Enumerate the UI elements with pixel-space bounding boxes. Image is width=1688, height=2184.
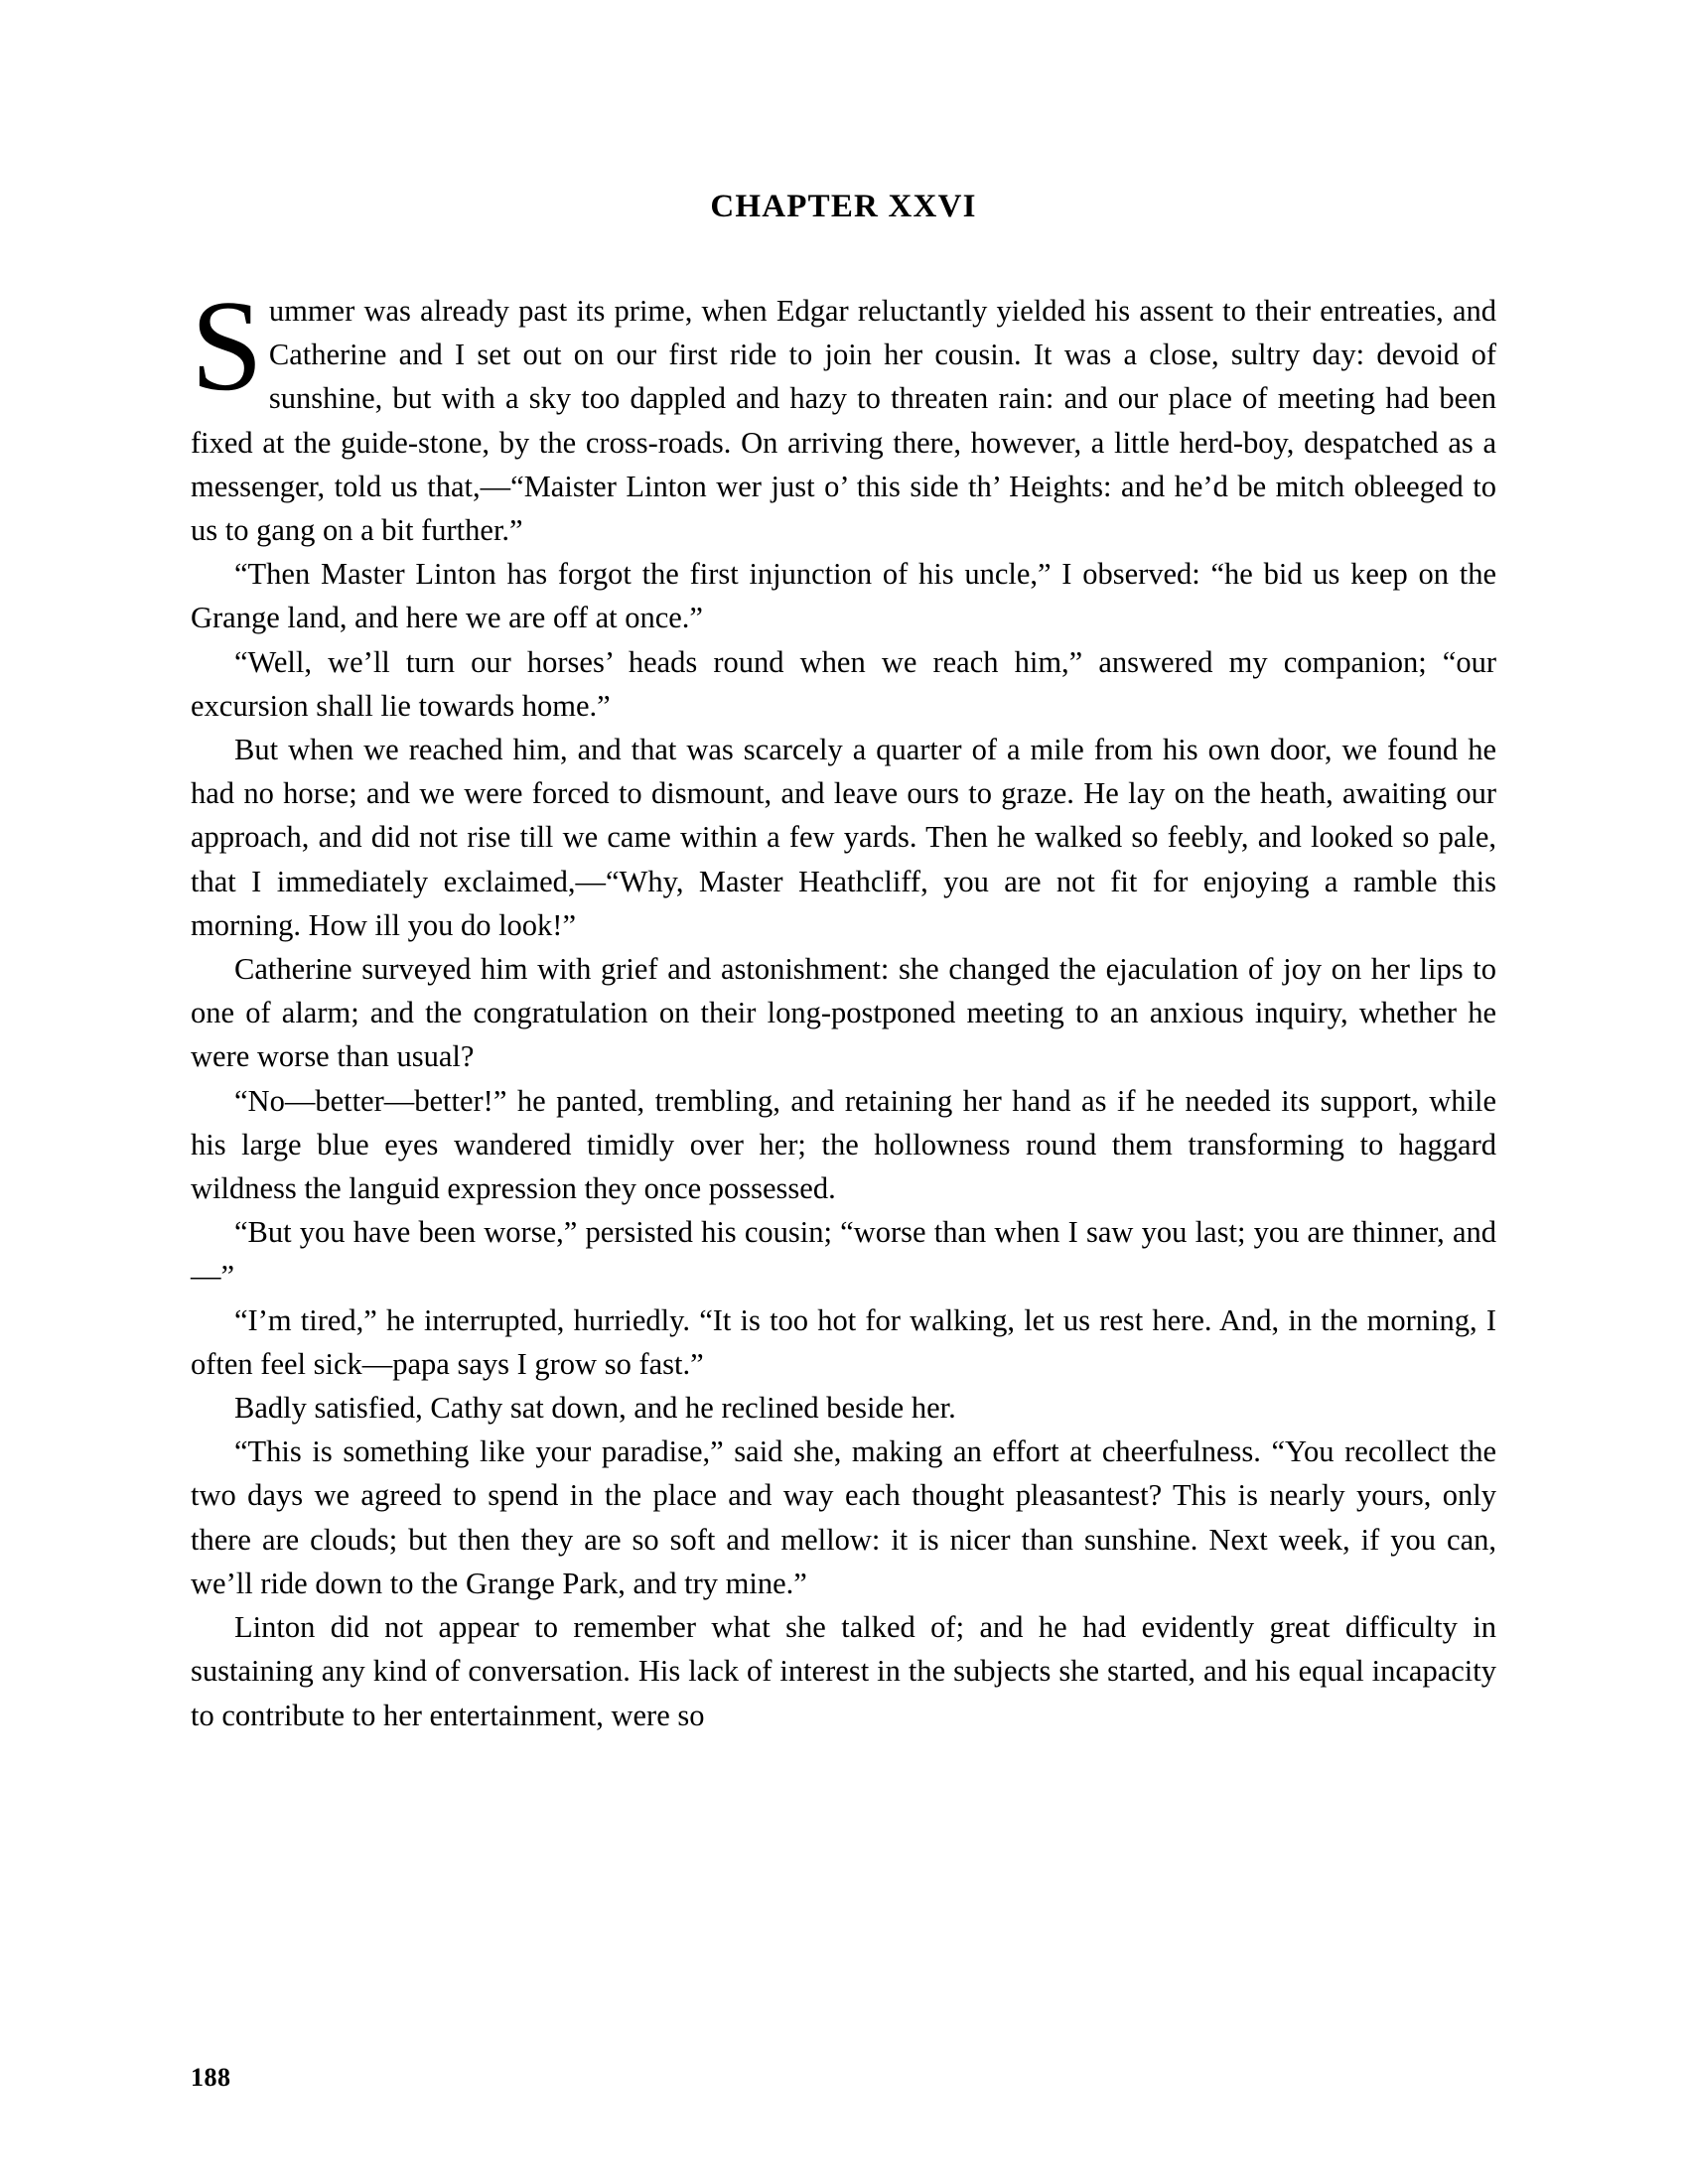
paragraph-6: “No—better—better!” he panted, trembling, and retaining her hand as if he needed its support, while his large blue eyes wandered timidly over her; the hollowness round them transforming to haggard wildness the languid expression they once possessed.: [191, 1083, 1496, 1206]
paragraph-5: Catherine surveyed him with grief and astonishment: she changed the ejaculation of joy on her lips to one of alarm; and the congratulation on their long-postponed meeting to an anxious inquiry, whether he were worse than usual?: [191, 952, 1496, 1074]
paragraph-1: [191, 274, 1496, 552]
chapter-heading: CHAPTER XXVI: [710, 189, 977, 224]
page-number: 188: [191, 2063, 231, 2092]
paragraph-2: “Then Master Linton has forgot the first injunction of his uncle,” I observed: “he bid us keep on the Grange land, and here we are off at once.”: [191, 557, 1496, 635]
paragraph-7: “But you have been worse,” persisted his cousin; “worse than when I saw you last; you are thinner, and—”: [191, 1215, 1496, 1294]
paragraph-3: “Well, we’ll turn our horses’ heads round when we reach him,” answered my companion; “our excursion shall lie towards home.”: [191, 644, 1496, 723]
page-text-block: [191, 189, 1496, 1737]
paragraph-11: Linton did not appear to remember what she talked of; and he had evidently great difficulty in sustaining any kind of conversation. His lack of interest in the subjects she started, and his equal incapacity to contribute to her entertainment, were so: [191, 1610, 1496, 1732]
paragraph-8: “I’m tired,” he interrupted, hurriedly. “It is too hot for walking, let us rest here. And, in the morning, I often feel sick—papa says I grow so fast.”: [191, 1302, 1496, 1381]
paragraph-9: Badly satisfied, Cathy sat down, and he reclined beside her.: [234, 1391, 956, 1426]
body-text: [191, 274, 1496, 1737]
paragraph-text: ummer was already past its prime, when Edgar reluctantly yielded his assent to their entreaties, and Catherine and I set out on our first ride to join her cousin. It was a close, sultry day: devoid of sunshine, but with a sky too dappled and hazy to threaten rain: and our place of meeting had been fixed at the guide-stone, by the cross-roads. On arriving there, however, a little herd-boy, despatched as a messenger, told us that,—“Maister Linton wer just o’ this side th’ Heights: and he’d be mitch obleeged to us to gang on a bit further.”: [191, 294, 1496, 548]
paragraph-4: But when we reached him, and that was scarcely a quarter of a mile from his own door, we found he had no horse; and we were forced to dismount, and leave ours to graze. He lay on the heath, awaiting our approach, and did not rise till we came within a few yards. Then he walked so feebly, and looked so pale, that I immediately exclaimed,—“Why, Master Heathcliff, you are not fit for enjoying a ramble this morning. How ill you do look!”: [191, 733, 1496, 942]
paragraph-10: “This is something like your paradise,” said she, making an effort at cheerfulness. “You recollect the two days we agreed to spend in the place and way each thought pleasantest? This is nearly yours, only there are clouds; but then they are so soft and mellow: it is nicer than sunshine. Next week, if you can, we’ll ride down to the Grange Park, and try mine.”: [191, 1434, 1496, 1600]
drop-cap: S: [191, 274, 263, 418]
